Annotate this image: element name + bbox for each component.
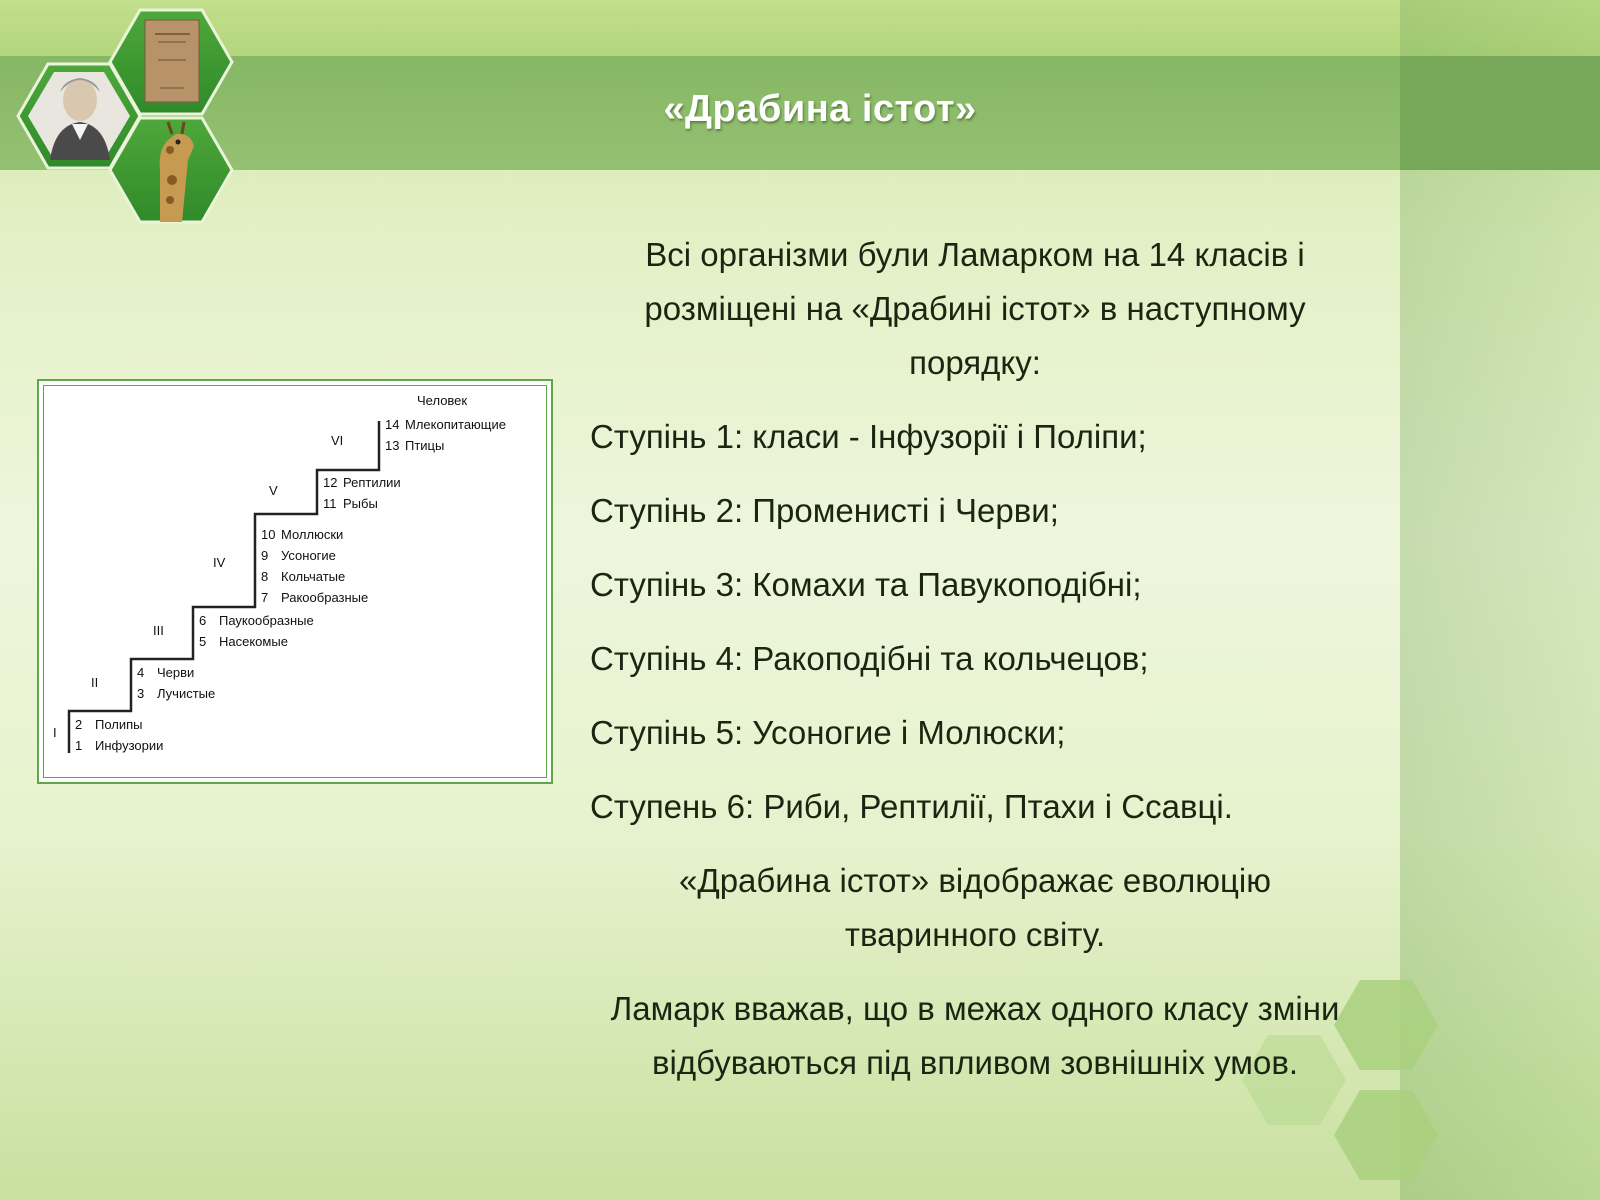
stair-class-8-number: 8 (261, 569, 269, 584)
step-2: Ступінь 2: Променисті і Черви; (590, 492, 1059, 529)
book-icon (145, 20, 199, 102)
stair-class-12-number: 12 (323, 475, 338, 490)
staircase-diagram-frame (37, 379, 553, 784)
hexagon-image-cluster (10, 0, 240, 225)
stair-class-12-name: Рептилии (343, 475, 401, 490)
stair-class-4-name: Черви (157, 665, 195, 680)
stair-class-6-number: 6 (199, 613, 207, 628)
content-text (590, 228, 1360, 1090)
stair-class-3-number: 3 (137, 686, 145, 701)
stair-class-6-name: Паукообразные (219, 613, 314, 628)
stair-level-2-roman: II (91, 675, 99, 690)
stair-class-2-name: Полипы (95, 717, 143, 732)
stair-class-5-name: Насекомые (219, 634, 288, 649)
step-6: Ступень 6: Риби, Рептилії, Птахи і Ссавці. (590, 788, 1233, 825)
stair-level-6-roman: VI (331, 433, 344, 448)
step-1: Ступінь 1: класи - Інфузорії і Поліпи; (590, 418, 1147, 455)
right-decor-band-header (1400, 56, 1600, 170)
stair-class-5-number: 5 (199, 634, 207, 649)
stair-class-2-number: 2 (75, 717, 83, 732)
stair-class-14-name: Млекопитающие (405, 417, 506, 432)
step-4: Ступінь 4: Ракоподібні та кольчецов; (590, 640, 1149, 677)
stair-class-10-name: Моллюски (281, 527, 344, 542)
stair-class-14-number: 14 (385, 417, 400, 432)
stair-level-5-roman: V (269, 483, 278, 498)
evolution-paragraph: «Драбина істот» відображає еволюцію тваринного світу. (679, 862, 1271, 953)
staircase-diagram (39, 381, 547, 778)
stair-class-11-name: Рыбы (343, 496, 378, 511)
step-3: Ступінь 3: Комахи та Павукоподібні; (590, 566, 1142, 603)
slide-title: «Драбина істот» (663, 88, 977, 130)
stair-class-10-number: 10 (261, 527, 276, 542)
step-5: Ступінь 5: Усоногие і Молюски; (590, 714, 1066, 751)
stair-class-13-number: 13 (385, 438, 400, 453)
top-strip (0, 0, 1600, 56)
staircase-line (69, 421, 379, 753)
stair-class-7-number: 7 (261, 590, 269, 605)
stair-class-7-name: Ракообразные (281, 590, 369, 605)
stair-class-9-name: Усоногие (281, 548, 336, 563)
stair-class-1-number: 1 (75, 738, 83, 753)
intro-paragraph: Всі організми були Ламарком на 14 класів і розміщені на «Драбині істот» в наступному порядку: (644, 236, 1306, 381)
stair-class-3-name: Лучистые (157, 686, 216, 701)
stair-class-9-number: 9 (261, 548, 269, 563)
lamarck-paragraph: Ламарк вважав, що в межах одного класу зміни відбуваються під впливом зовнішніх умов. (610, 990, 1340, 1081)
stair-class-11-number: 11 (323, 496, 337, 511)
stair-class-8-name: Кольчатые (281, 569, 346, 584)
stair-level-4-roman: IV (213, 555, 226, 570)
stair-class-1-name: Инфузории (95, 738, 164, 753)
stair-level-3-roman: III (153, 623, 164, 638)
stair-top-label: Человек (417, 393, 468, 408)
portrait-icon (63, 79, 97, 121)
stair-class-13-name: Птицы (405, 438, 445, 453)
stair-class-4-number: 4 (137, 665, 145, 680)
stair-level-1-roman: I (53, 725, 57, 740)
